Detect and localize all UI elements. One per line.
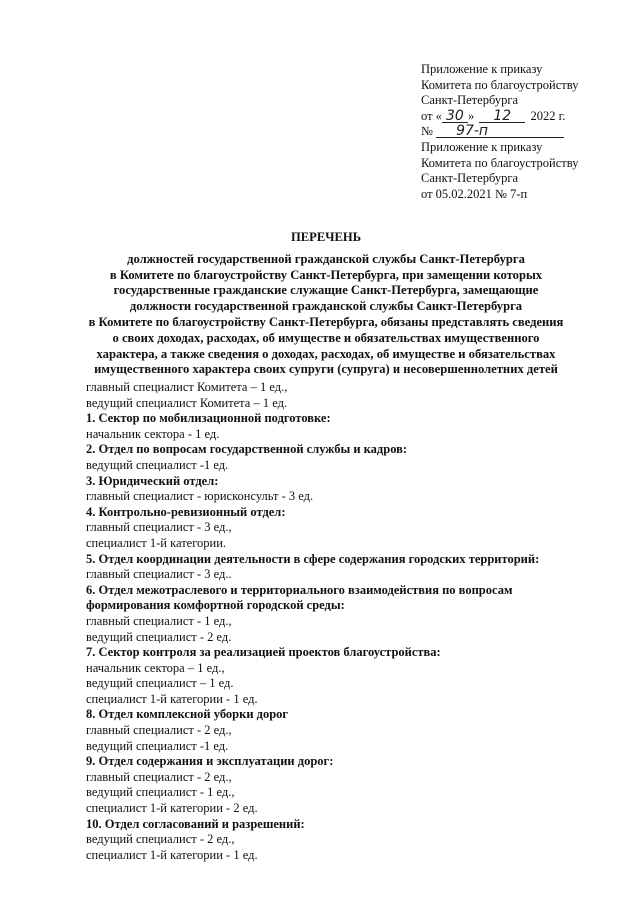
header-line: Комитета по благоустройству <box>421 77 579 92</box>
header-line: от 05.02.2021 № 7-п <box>421 186 528 201</box>
title-heading: ПЕРЕЧЕНЬ <box>290 230 362 244</box>
header-line: Санкт-Петербурга <box>421 93 519 108</box>
section-heading: 5. Отдел координации деятельности в сфере содержания городских территорий: <box>86 551 540 566</box>
position-line: главный специалист Комитета – 1 ед., <box>86 380 288 394</box>
section-heading: формирования комфортной городской среды: <box>86 598 345 613</box>
section-heading: 1. Сектор по мобилизационной подготовке: <box>86 411 331 426</box>
position-line: ведущий специалист - 2 ед., <box>86 832 235 847</box>
title-line: характера, а также сведения о доходах, расходах, об имуществе и обязательствах <box>96 346 556 361</box>
date-prefix: от « <box>421 108 442 123</box>
position-line: ведущий специалист -1 ед. <box>86 738 229 753</box>
handwritten-number: 97-п <box>436 125 564 138</box>
date-year: 2022 г. <box>530 108 566 123</box>
position-line: главный специалист - юрисконсульт - 3 ед. <box>86 489 314 504</box>
document-title <box>86 230 566 378</box>
position-line: главный специалист - 2 ед., <box>86 769 232 784</box>
section-heading: 6. Отдел межотраслевого и территориального взаимодействия по вопросам <box>86 582 513 597</box>
positions-list <box>86 380 606 863</box>
position-line: ведущий специалист -1 ед. <box>86 457 229 472</box>
title-line: имущественного характера своих супруги (супруга) и несовершеннолетних детей <box>94 362 558 377</box>
position-line: специалист 1-й категории. <box>86 535 227 550</box>
header-line: Приложение к приказу <box>421 139 543 154</box>
order-number-line <box>421 124 621 140</box>
position-line: ведущий специалист - 1 ед., <box>86 785 235 800</box>
position-line: ведущий специалист - 2 ед. <box>86 629 232 644</box>
title-line: государственные гражданские служащие Санкт-Петербурга, замещающие <box>113 283 539 298</box>
position-line: специалист 1-й категории - 1 ед. <box>86 847 258 862</box>
title-line: в Комитете по благоустройству Санкт-Петербурга, обязаны представлять сведения <box>88 314 564 329</box>
section-heading: 10. Отдел согласований и разрешений: <box>86 816 305 831</box>
title-line: должностей государственной гражданской службы Санкт-Петербурга <box>127 251 525 266</box>
position-line: начальник сектора – 1 ед., <box>86 660 225 675</box>
position-line: главный специалист - 3 ед.. <box>86 567 232 582</box>
section-heading: 9. Отдел содержания и эксплуатации дорог: <box>86 754 334 769</box>
title-line: о своих доходах, расходах, об имуществе и обязательствах имущественного <box>112 330 540 345</box>
handwritten-day: 30 <box>442 110 468 123</box>
position-line: главный специалист - 2 ед., <box>86 723 232 738</box>
header-line: Приложение к приказу <box>421 62 543 76</box>
section-heading: 7. Сектор контроля за реализацией проектов благоустройства: <box>86 645 441 660</box>
position-line: главный специалист - 1 ед., <box>86 613 232 628</box>
header-line: Санкт-Петербурга <box>421 171 519 186</box>
position-line: ведущий специалист – 1 ед. <box>86 676 234 691</box>
position-line: начальник сектора - 1 ед. <box>86 426 220 441</box>
section-heading: 3. Юридический отдел: <box>86 473 219 488</box>
section-heading: 4. Контрольно-ревизионный отдел: <box>86 504 286 519</box>
title-description <box>86 252 566 378</box>
title-line: в Комитете по благоустройству Санкт-Петербурга, при замещении которых <box>109 267 543 282</box>
section-heading: 8. Отдел комплексной уборки дорог <box>86 707 289 722</box>
appendix-header <box>421 62 621 202</box>
header-line: Комитета по благоустройству <box>421 155 579 170</box>
position-line: специалист 1-й категории - 2 ед. <box>86 801 258 816</box>
section-heading: 2. Отдел по вопросам государственной службы и кадров: <box>86 442 408 457</box>
position-line: ведущий специалист Комитета – 1 ед. <box>86 395 288 410</box>
handwritten-month: 12 <box>479 110 525 123</box>
title-line: должности государственной гражданской службы Санкт-Петербурга <box>129 299 523 314</box>
order-date-line <box>421 109 621 125</box>
number-prefix: № <box>421 124 433 139</box>
date-mid: » <box>467 108 475 123</box>
position-line: специалист 1-й категории - 1 ед. <box>86 691 258 706</box>
position-line: главный специалист - 3 ед., <box>86 520 232 535</box>
